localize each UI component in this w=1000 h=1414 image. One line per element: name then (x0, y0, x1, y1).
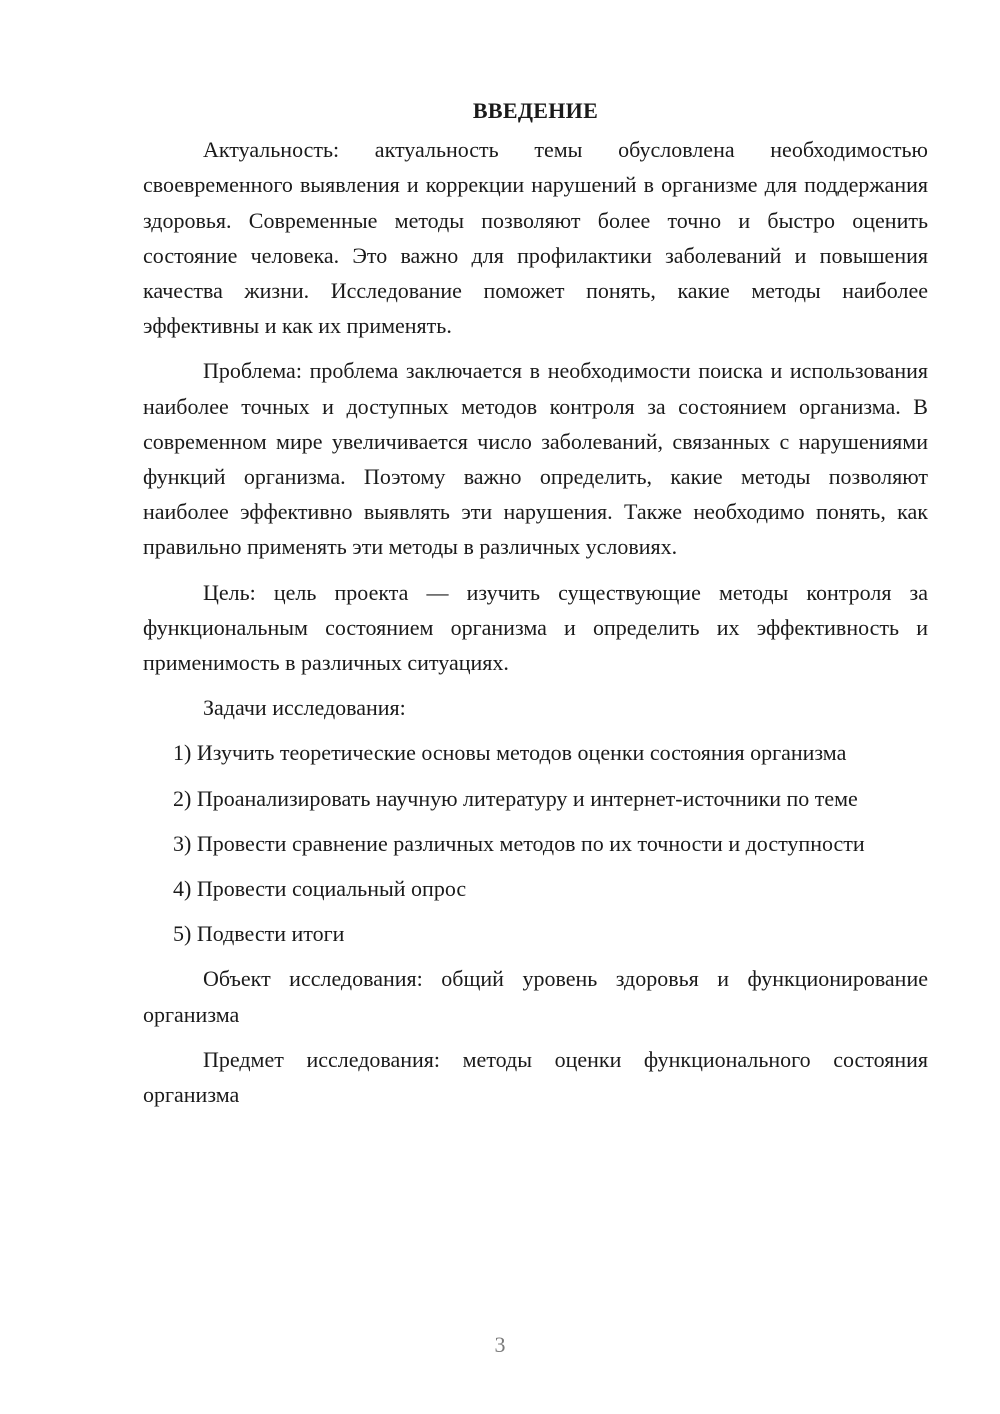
task-item: 3) Провести сравнение различных методов по их точности и доступности (173, 830, 865, 856)
task-item: 1) Изучить теоретические основы методов оценки состояния организма (173, 740, 847, 766)
research-subject: Предмет исследования: методы оценки функционального состояния организма (143, 1046, 928, 1108)
goal-paragraph: Цель: цель проекта — изучить существующие методы контроля за функциональным состоянием организма и определить их эффективность и применимость в различных ситуациях. (143, 579, 928, 676)
document-page (143, 93, 928, 1122)
tasks-heading: Задачи исследования: (203, 695, 406, 721)
problem-paragraph: Проблема: проблема заключается в необходимости поиска и использования наиболее точных и доступных методов контроля за состоянием организма. В современном мире увеличивается число заболеваний, связанных с нарушениями функций организма. Поэтому важно определить, какие методы позволяют наиболее эффективно выявлять эти нарушения. Также необходимо понять, как правильно применять эти методы в различных условиях. (143, 358, 928, 560)
task-item: 2) Проанализировать научную литературу и интернет-источники по теме (173, 785, 858, 811)
relevance-paragraph: Актуальность: актуальность темы обусловлена необходимостью своевременного выявления и коррекции нарушений в организме для поддержания здоровья. Современные методы позволяют более точно и быстро оценить состояние человека. Это важно для профилактики заболеваний и повышения качества жизни. Исследование поможет понять, какие методы наиболее эффективны и как их применять. (143, 137, 928, 339)
task-item: 4) Провести социальный опрос (173, 876, 467, 902)
research-object: Объект исследования: общий уровень здоровья и функционирование организма (143, 966, 928, 1027)
section-title: ВВЕДЕНИЕ (472, 98, 599, 123)
page-number: 3 (494, 1332, 506, 1357)
task-item: 5) Подвести итоги (173, 921, 345, 947)
